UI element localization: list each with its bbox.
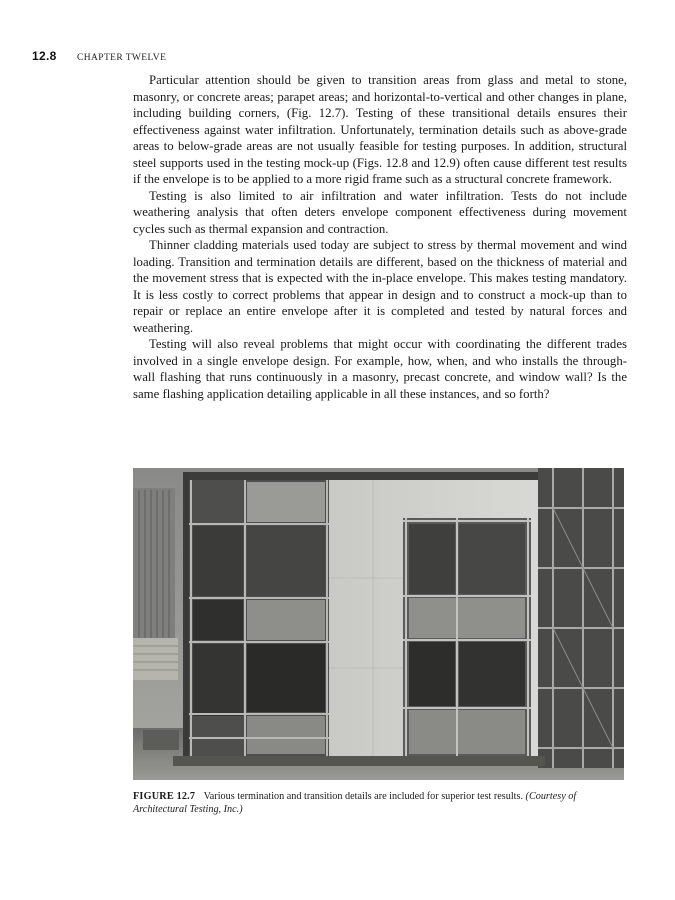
- running-header: [32, 47, 166, 65]
- paragraph: Thinner cladding materials used today are subject to stress by thermal movement and wind loading. Transition and termination details are different, based on the thickness of material and the movement stress that is expected with the in-place envelope. This makes testing mandatory. It is less costly to correct problems that appear in design and to construct a mock-up than to repair or replace an entire envelope after it is completed and tested by natural forces and weathering.: [133, 238, 627, 335]
- spandrel-panel: [247, 600, 325, 640]
- caption-courtesy: (Courtesy of Architectural Testing, Inc.): [133, 791, 577, 815]
- glass-pane: [459, 524, 525, 594]
- chapter-title: CHAPTER TWELVE: [77, 53, 167, 63]
- glass-pane: [193, 644, 243, 716]
- mockup-left-post: [183, 472, 189, 760]
- mockup-base: [173, 756, 545, 766]
- figure-label: FIGURE 12.7: [133, 791, 196, 802]
- caption-text: Various termination and transition details are included for superior test results.: [203, 791, 523, 802]
- debris: [143, 730, 179, 750]
- glass-pane: [247, 644, 325, 712]
- glass-pane: [247, 526, 325, 596]
- figure-caption: [133, 790, 627, 816]
- paragraph: Testing will also reveal problems that might occur with coordinating the different trades involved in a single envelope design. For example, how, when, and who installs the through-wall flashing that runs continuously in a masonry, precast concrete, and window wall? Is the same flashing application detailing applicable in all these instances, and so forth?: [133, 337, 627, 401]
- glass-pane: [459, 642, 525, 706]
- spandrel-panel: [247, 716, 325, 754]
- body-text: [133, 72, 627, 402]
- glass-pane: [409, 642, 455, 706]
- glass-pane: [193, 600, 243, 640]
- spandrel-panel: [409, 598, 525, 638]
- stacked-materials: [133, 638, 178, 680]
- figure-photo: [133, 468, 624, 780]
- spandrel-panel: [247, 482, 325, 522]
- paragraph: Testing is also limited to air infiltration and water infiltration. Tests do not include weathering analysis that often deters envelope component effectiveness during movement cycles such as thermal expansion and contraction.: [133, 188, 627, 236]
- glass-pane: [193, 526, 243, 596]
- mockup-frame-top: [183, 472, 543, 480]
- scaffolding-area: [538, 468, 624, 768]
- spandrel-panel: [409, 710, 525, 754]
- glass-pane: [409, 524, 455, 594]
- paragraph: Particular attention should be given to transition areas from glass and metal to stone, masonry, or concrete areas; parapet areas; and horizontal-to-vertical and other changes in plane, including building corners, (Fig. 12.7). Testing of these transitional details ensures their effectiveness against water infiltration. Unfortunately, termination details such as above-grade areas to below-grade areas are not usually feasible for testing purposes. In addition, structural steel supports used in the testing mock-up (Figs. 12.8 and 12.9) often cause different test results if the envelope is to be applied to a more rigid frame such as a structural concrete framework.: [133, 73, 627, 186]
- page-number: 12.8: [32, 49, 57, 63]
